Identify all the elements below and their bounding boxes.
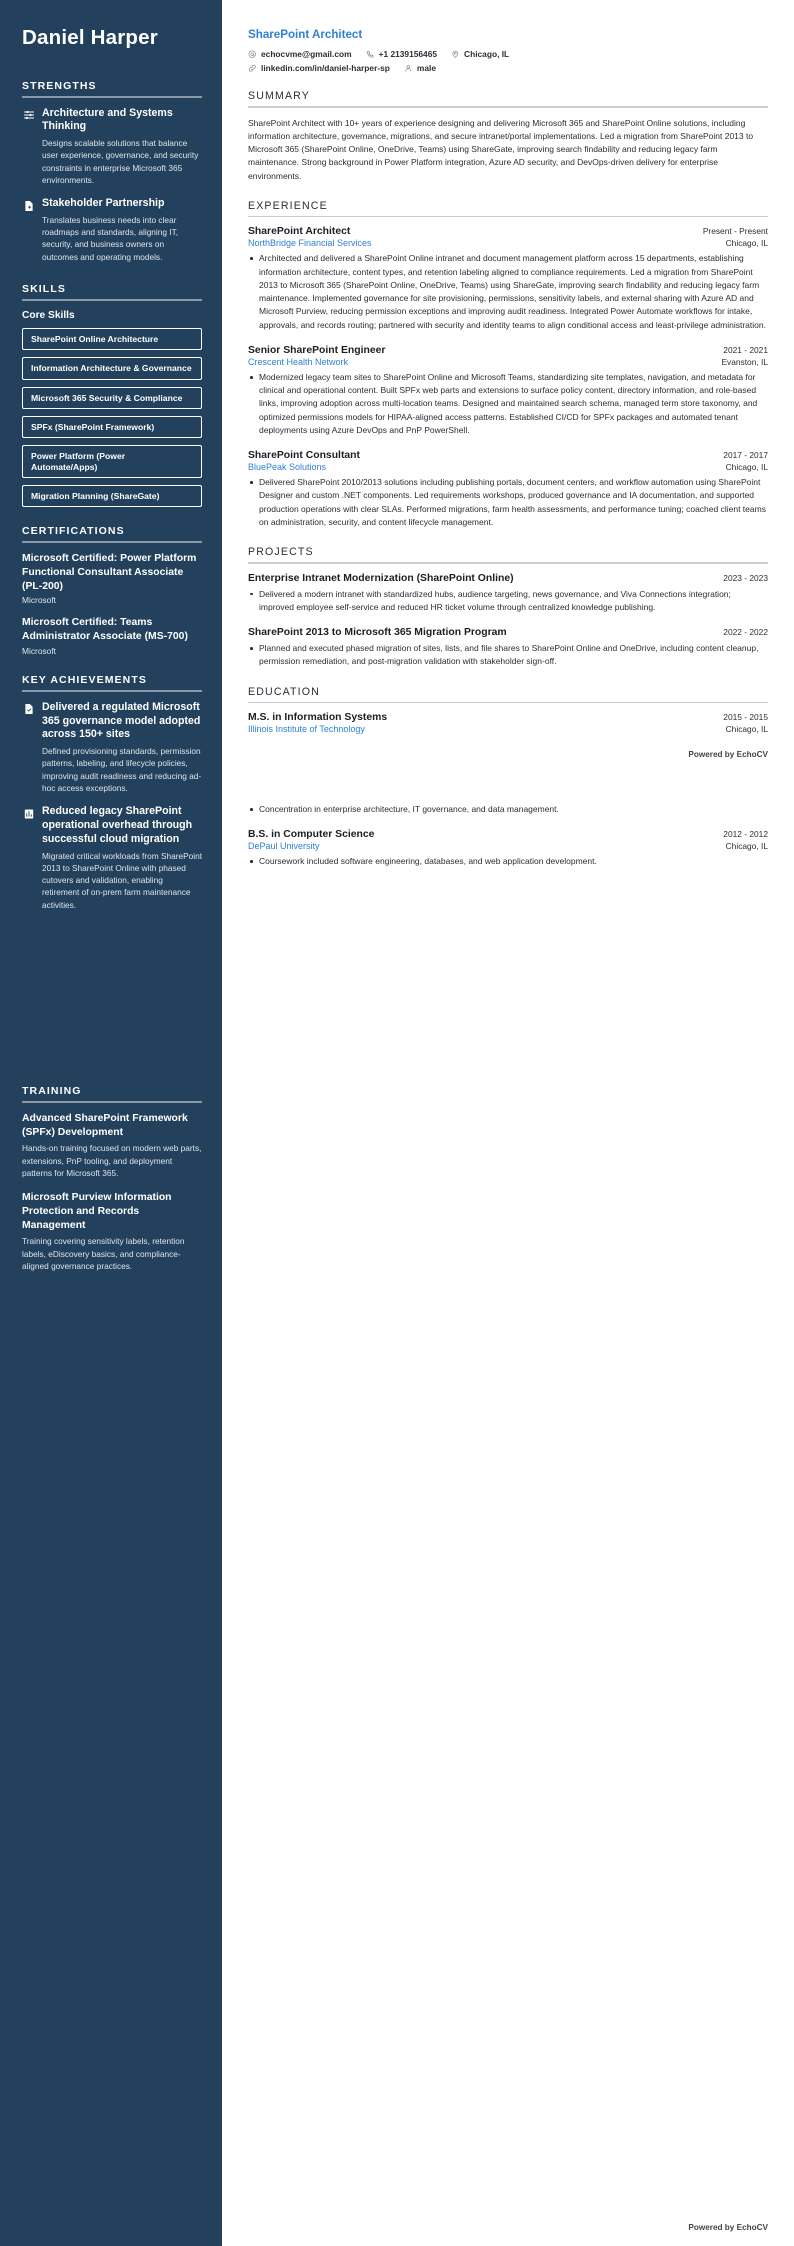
contact-gender-text: male — [416, 63, 436, 73]
powered-by-label-page1: Powered by EchoCV — [688, 750, 768, 759]
strength-description: Translates business needs into clear roadmaps and standards, aligning IT, security, and business owners on outcomes and operating models. — [42, 214, 179, 262]
experience-bullets — [248, 252, 768, 332]
file-check-icon — [22, 703, 35, 716]
bullet: Coursework included software engineering, databases, and web application development. — [248, 855, 768, 868]
experience-company: BluePeak Solutions — [248, 462, 327, 472]
project-entry — [248, 627, 768, 669]
skill-chip: SharePoint Online Architecture — [22, 328, 202, 350]
link-icon — [248, 64, 257, 73]
experience-dates: 2021 - 2021 — [723, 344, 768, 355]
strength-title: Architecture and Systems Thinking — [42, 106, 173, 133]
at-icon — [248, 50, 257, 59]
certification-name: Microsoft Certified: Teams Administrator Associate (MS-700) — [22, 617, 188, 643]
bullet: Concentration in enterprise architecture, IT governance, and data management. — [248, 803, 768, 816]
bullet: Delivered a modern intranet with standardized hubs, audience targeting, news governance, and Viva Connections integration; improved employee self-service and reduced HR ticket volume through centralized knowledge publishing. — [248, 588, 768, 615]
file-plus-icon — [22, 199, 35, 212]
experience-company: Crescent Health Network — [248, 356, 349, 367]
powered-by-label-page2: Powered by EchoCV — [688, 2223, 768, 2232]
main-content — [222, 0, 794, 2246]
certification-item — [22, 616, 202, 655]
training-title: TRAINING — [22, 1084, 82, 1097]
contact-linkedin — [248, 63, 390, 73]
divider — [22, 96, 202, 98]
training-name: Advanced SharePoint Framework (SPFx) Development — [22, 1112, 188, 1138]
achievements-title: KEY ACHIEVEMENTS — [22, 673, 147, 686]
chart-icon — [22, 807, 35, 820]
candidate-headline: SharePoint Architect — [248, 28, 363, 41]
summary-text: SharePoint Architect with 10+ years of experience designing and delivering Microsoft 365 and SharePoint Online solutions, including information architecture, governance, migrations, and secure intranet/portal implementations. Led a migration from SharePoint 2013 to Microsoft 365 (SharePoint Online, OneDrive, Teams) using ShareGate, improving search findability and reducing legacy farm maintenance. Strong background in Power Platform integration, Azure AD security, and DevOps-driven delivery for enterprise environments. — [248, 117, 754, 181]
projects-section — [248, 546, 768, 669]
skill-chip: Migration Planning (ShareGate) — [22, 485, 202, 507]
education-degree: B.S. in Computer Science — [248, 829, 375, 841]
certification-item — [22, 552, 202, 605]
map-pin-icon — [451, 50, 460, 59]
project-entry — [248, 573, 768, 615]
bullet: Delivered SharePoint 2010/2013 solutions including publishing portals, document centers, and workflow automation using SharePoint Designer and custom .NET components. Led requirements workshops, produced governance and IA documentation, and supported production operations with clear SLAs. Performed migrations, farm health assessments, and performance tuning; coached client teams on administration, security, and content lifecycle management. — [248, 476, 768, 529]
education-bullets — [248, 803, 768, 816]
education-bullets — [248, 855, 768, 868]
divider — [22, 299, 202, 301]
summary-section — [248, 90, 768, 183]
education-dates: 2015 - 2015 — [723, 712, 768, 722]
project-name: SharePoint 2013 to Microsoft 365 Migration Program — [248, 627, 507, 638]
strengths-title: STRENGTHS — [22, 79, 97, 92]
experience-entry — [248, 450, 768, 529]
experience-role: Senior SharePoint Engineer — [248, 344, 386, 356]
skill-chip: Information Architecture & Governance — [22, 357, 202, 379]
training-name: Microsoft Purview Information Protection and Records Management — [22, 1192, 172, 1231]
project-bullets — [248, 642, 768, 669]
education-degree: M.S. in Information Systems — [248, 712, 388, 723]
contact-row-secondary — [248, 63, 768, 73]
certification-name: Microsoft Certified: Power Platform Functional Consultant Associate (PL-200) — [22, 553, 197, 592]
divider — [248, 702, 768, 704]
achievement-description: Migrated critical workloads from SharePoint 2013 to SharePoint Online with phased cutovers and validation, enabling retirement of on-prem farm maintenance activities. — [42, 850, 203, 910]
contact-email — [248, 49, 352, 59]
divider — [22, 1101, 202, 1103]
achievement-title: Reduced legacy SharePoint operational overhead through successful cloud migration — [42, 805, 193, 845]
divider — [22, 690, 202, 692]
training-description: Hands-on training focused on modern web parts, extensions, PnP tooling, and deployment patterns for Microsoft 365. — [22, 1143, 202, 1178]
experience-location: Chicago, IL — [725, 238, 768, 249]
contact-phone-text: +1 2139156465 — [378, 49, 438, 59]
contact-phone — [366, 49, 437, 59]
contact-row-primary — [248, 49, 768, 59]
strengths-section — [22, 80, 202, 263]
education-entry — [248, 829, 768, 868]
contact-gender — [404, 63, 436, 73]
education-location: Chicago, IL — [725, 724, 768, 734]
strength-title: Stakeholder Partnership — [42, 197, 165, 210]
sliders-icon — [22, 109, 35, 122]
skills-section — [22, 283, 202, 507]
achievement-item — [22, 701, 202, 794]
skill-group-label: Core Skills — [22, 309, 75, 321]
experience-entry — [248, 226, 768, 332]
experience-role: SharePoint Consultant — [248, 450, 360, 461]
bullet: Modernized legacy team sites to SharePoint Online and Microsoft Teams, standardizing site templates, navigation, and metadata for clinical and operational content. Built SPFx web parts and extensions to surface policy content, directory information, and role-based links, improving adoption across multi-location teams. Designed and maintained search schema, managed term store taxonomy, and optimized permissions models for HIPAA-aligned access patterns. Established CI/CD for SPFx packages and automated tenant deployments using Azure DevOps and PnP PowerShell. — [248, 371, 768, 437]
education-dates: 2012 - 2012 — [723, 829, 768, 840]
divider — [248, 106, 768, 108]
experience-entry — [248, 345, 768, 437]
bullet: Planned and executed phased migration of sites, lists, and file shares to SharePoint Online and OneDrive, including content cleanup, permission remediation, and post-migration validation with stakeholder sign-off. — [248, 642, 768, 669]
certifications-title: CERTIFICATIONS — [22, 525, 125, 538]
divider — [22, 541, 202, 543]
skill-chip: SPFx (SharePoint Framework) — [22, 416, 202, 438]
sidebar — [0, 0, 222, 2246]
strength-description: Designs scalable solutions that balance user experience, governance, and security constraints in enterprise Microsoft 365 environments. — [42, 138, 199, 185]
project-dates: 2022 - 2022 — [723, 627, 768, 637]
achievement-description: Defined provisioning standards, permission patterns, labeling, and lifecycle policies, improving audit readiness and reducing ad-hoc access exceptions. — [42, 746, 202, 793]
experience-role: SharePoint Architect — [248, 226, 351, 238]
sidebar-page-spacer — [22, 925, 202, 1085]
experience-bullets — [248, 371, 768, 437]
achievements-section — [22, 674, 202, 911]
certification-issuer: Microsoft — [22, 645, 56, 656]
training-section — [22, 1085, 202, 1272]
training-item — [22, 1112, 202, 1179]
person-icon — [404, 64, 413, 73]
achievement-title: Delivered a regulated Microsoft 365 governance model adopted across 150+ sites — [42, 700, 201, 741]
education-section — [248, 686, 768, 869]
project-bullets — [248, 588, 768, 615]
skill-chip: Microsoft 365 Security & Compliance — [22, 387, 202, 409]
education-location: Chicago, IL — [725, 841, 768, 852]
experience-bullets — [248, 476, 768, 529]
achievement-item — [22, 805, 202, 911]
contact-location — [451, 49, 509, 59]
certifications-section — [22, 525, 202, 656]
experience-location: Chicago, IL — [725, 462, 768, 472]
education-school: Illinois Institute of Technology — [248, 724, 365, 734]
divider — [248, 562, 768, 564]
experience-location: Evanston, IL — [721, 356, 768, 367]
skills-title: SKILLS — [22, 282, 66, 295]
education-title: EDUCATION — [248, 685, 320, 698]
project-name: Enterprise Intranet Modernization (SharePoint Online) — [248, 572, 514, 584]
divider — [248, 216, 768, 218]
phone-icon — [366, 50, 375, 59]
education-entry — [248, 712, 768, 734]
experience-dates: Present - Present — [702, 226, 768, 237]
certification-issuer: Microsoft — [22, 595, 56, 606]
training-item — [22, 1191, 202, 1272]
project-dates: 2023 - 2023 — [723, 572, 768, 583]
summary-title: SUMMARY — [248, 90, 311, 102]
bullet: Architected and delivered a SharePoint Online intranet and document management platform across 15 departments, establishing information architecture, content types, and retention labeling aligned to compliance requirements. Led a migration from SharePoint 2013 to Microsoft 365 (SharePoint Online, OneDrive, Teams) using ShareGate, improving search findability and reducing legacy farm maintenance. Implemented governance for site provisioning, permissions, sensitivity labels, and external sharing with Azure AD and Microsoft Purview, reducing permission exceptions and improving audit readiness. Integrated Power Automate workflows for intake, approvals, and records routing; partnered with security and identity teams to align conditional access and least-privilege administration. — [248, 252, 768, 332]
contact-email-text: echocvme@gmail.com — [261, 49, 352, 59]
page-break-spacer — [248, 759, 768, 803]
experience-dates: 2017 - 2017 — [723, 450, 768, 460]
education-entry-continued — [248, 803, 768, 816]
strength-item — [22, 107, 202, 187]
training-description: Training covering sensitivity labels, retention labels, eDiscovery basics, and compliance-aligned governance practices. — [22, 1236, 185, 1271]
contact-location-text: Chicago, IL — [464, 49, 510, 59]
experience-company: NorthBridge Financial Services — [248, 238, 372, 249]
contact-linkedin-text: linkedin.com/in/daniel-harper-sp — [261, 63, 390, 73]
projects-title: PROJECTS — [248, 546, 314, 558]
skill-chip: Power Platform (Power Automate/Apps) — [22, 445, 202, 478]
experience-section — [248, 200, 768, 529]
candidate-name: Daniel Harper — [22, 26, 158, 49]
strength-item — [22, 197, 202, 263]
education-school: DePaul University — [248, 841, 320, 852]
experience-title: EXPERIENCE — [248, 199, 328, 212]
